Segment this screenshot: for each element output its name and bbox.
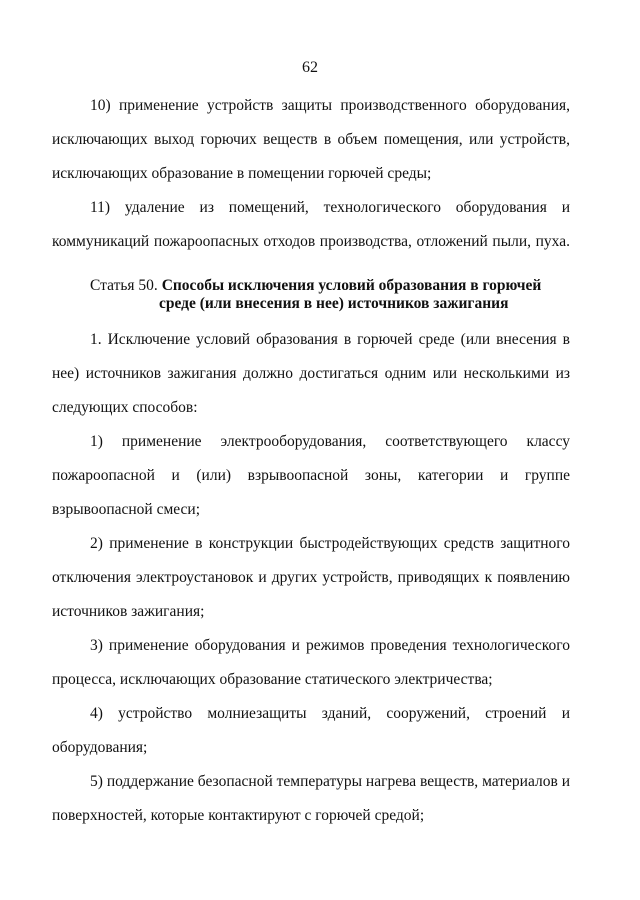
item-5-line-1: 5) поддержание безопасной температуры нагрева веществ, материалов и <box>90 773 570 790</box>
item-11-line-1: 11) удаление из помещений, технологического оборудования и <box>90 199 570 216</box>
item-4-line-2: оборудования; <box>52 739 148 756</box>
item-10-line-2: исключающих выход горючих веществ в объем помещения, или устройств, <box>52 131 570 148</box>
item-10-line-1: 10) применение устройств защиты производственного оборудования, <box>90 97 570 114</box>
article-label: Статья 50. <box>90 277 158 294</box>
clause-1-line-2: нее) источников зажигания должно достигаться одним или несколькими из <box>52 365 570 382</box>
item-2-line-1: 2) применение в конструкции быстродействующих средств защитного <box>90 535 570 552</box>
clause-1-line-3: следующих способов: <box>52 399 198 416</box>
page-number: 62 <box>302 59 318 76</box>
item-10-line-3: исключающих образование в помещении горючей среды; <box>52 165 432 182</box>
item-2-line-2: отключения электроустановок и других устройств, приводящих к появлению <box>52 569 570 586</box>
item-5-line-2: поверхностей, которые контактируют с горючей средой; <box>52 807 425 824</box>
item-2-line-3: источников зажигания; <box>52 603 205 620</box>
item-3-line-1: 3) применение оборудования и режимов проведения технологического <box>90 637 570 654</box>
article-title-part-1: Способы исключения условий образования в горючей <box>161 277 542 294</box>
clause-1-line-1: 1. Исключение условий образования в горючей среде (или внесения в <box>90 331 570 348</box>
item-1-line-2: пожароопасной и (или) взрывоопасной зоны, категории и группе <box>52 467 570 484</box>
article-heading-line-1 <box>90 276 541 296</box>
item-3-line-2: процесса, исключающих образование статического электричества; <box>52 671 493 688</box>
item-11-line-2: коммуникаций пожароопасных отходов производства, отложений пыли, пуха. <box>52 233 570 250</box>
item-4-line-1: 4) устройство молниезащиты зданий, сооружений, строений и <box>90 705 570 722</box>
item-1-line-1: 1) применение электрооборудования, соответствующего классу <box>90 433 570 450</box>
item-1-line-3: взрывоопасной смеси; <box>52 501 201 518</box>
article-title-part-2: среде (или внесения в нее) источников зажигания <box>159 295 509 312</box>
